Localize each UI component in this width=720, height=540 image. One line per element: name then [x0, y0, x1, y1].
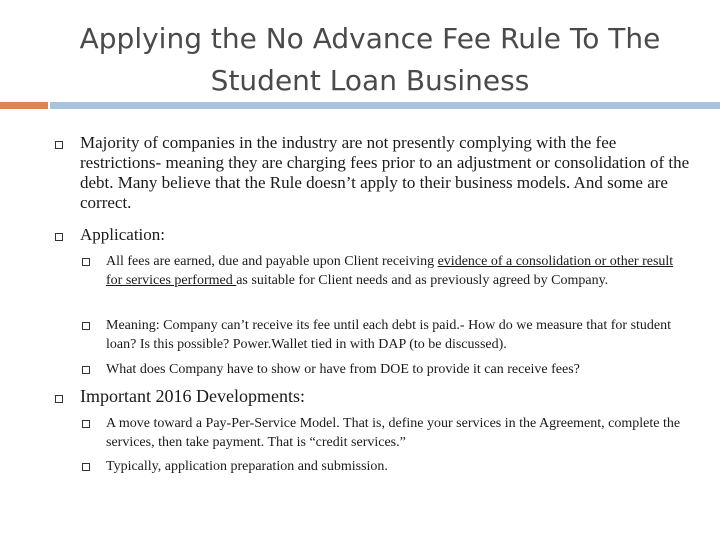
square-bullet-icon	[82, 366, 90, 374]
square-bullet-icon	[82, 420, 90, 428]
square-bullet-icon	[55, 141, 63, 149]
sub-bullet-doe: What does Company have to show or have from DOE to provide it can receive fees?	[106, 362, 580, 377]
bullet-application: Application:	[80, 225, 165, 244]
sub-bullet-typically: Typically, application preparation and submission.	[106, 459, 388, 474]
slide-title-line-1: Applying the No Advance Fee Rule To The	[79, 22, 661, 55]
square-bullet-icon	[82, 322, 90, 330]
title-divider-orange	[0, 102, 48, 109]
all-fees-text-end: as suitable for Client needs and as previously agreed by Company.	[236, 273, 609, 288]
square-bullet-icon	[82, 258, 90, 266]
all-fees-underlined-text: evidence of a consolidation or other result for services performed	[106, 254, 674, 288]
title-divider-blue	[50, 102, 720, 109]
square-bullet-icon	[55, 233, 63, 241]
bullet-majority: Majority of companies in the industry are not presently complying with the fee restrictions- meaning they are charging fees prior to an adjustment or consolidation of the debt. Many believe that the Rule doesn’t apply to their business models. And some are correct.	[80, 133, 690, 212]
square-bullet-icon	[55, 395, 63, 403]
slide-title-line-2: Student Loan Business	[210, 64, 530, 97]
all-fees-text: All fees are earned, due and payable upon Client receiving	[106, 254, 438, 269]
slide-title	[40, 18, 700, 102]
sub-bullet-pay-per-service: A move toward a Pay-Per-Service Model. That is, define your services in the Agreement, complete the services, then take payment. That is “credit services.”	[106, 416, 681, 450]
sub-bullet-all-fees	[106, 252, 691, 290]
sub-bullet-meaning: Meaning: Company can’t receive its fee until each debt is paid.- How do we measure that for student loan? Is this possible? Power.Wallet tied in with DAP (to be discussed).	[106, 318, 672, 352]
bullet-important-2016: Important 2016 Developments:	[80, 386, 305, 406]
square-bullet-icon	[82, 463, 90, 471]
